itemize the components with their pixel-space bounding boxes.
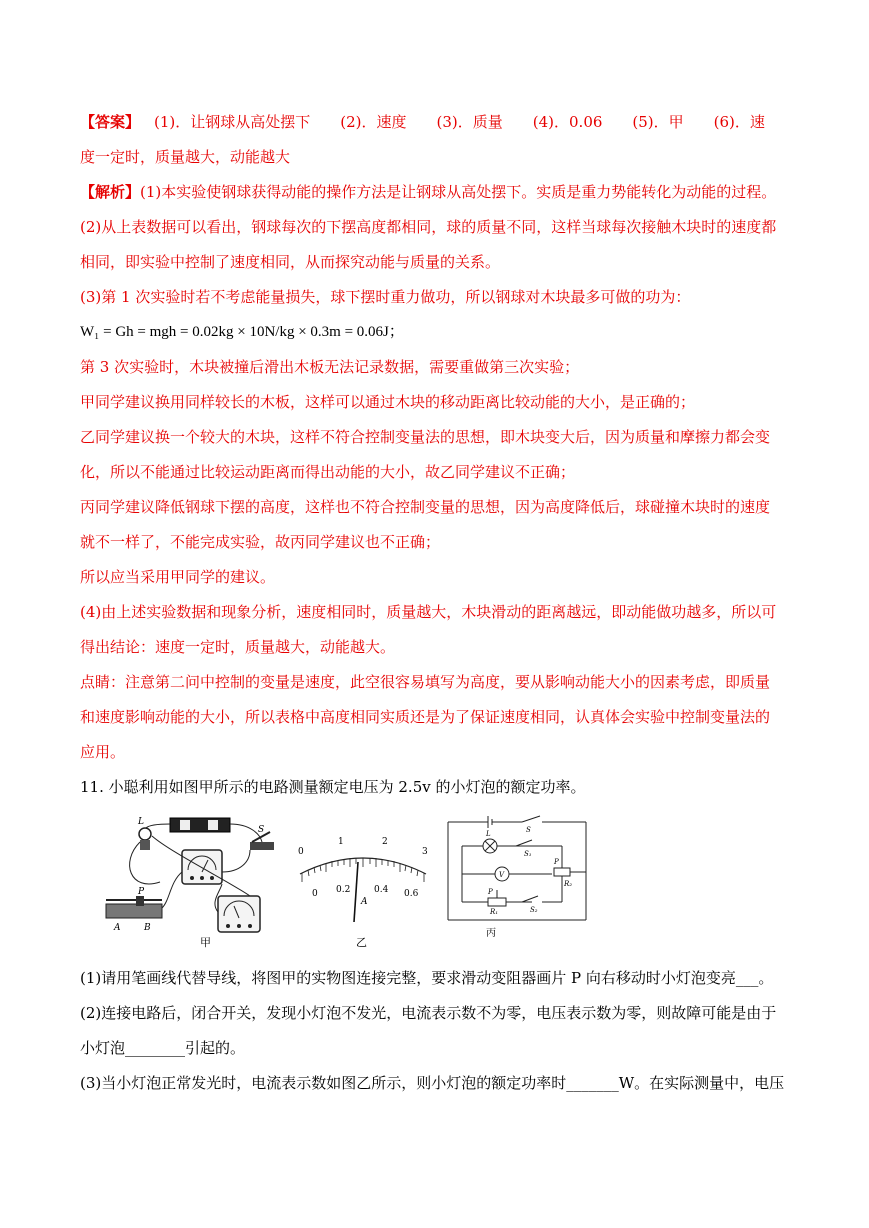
label-S: S (526, 826, 531, 834)
question-stem: 11. 小聪利用如图甲所示的电路测量额定电压为 2.5v 的小灯泡的额定功率。 (80, 778, 586, 796)
analysis-p2-line-2: 相同，即实验中控制了速度相同，从而探究动能与质量的关系。 (80, 253, 501, 271)
analysis-p2-line-1: (2)从上表数据可以看出，钢球每次的下摆高度都相同，球的质量不同，这样当球每次接触木块时的速度都 (80, 218, 777, 236)
tip-line-2: 和速度影响动能的大小，所以表格中高度相同实质还是为了保证速度相同，认真体会实验中控制变量法的 (80, 708, 771, 726)
question-part-2-line-2: 小灯泡________引起的。 (80, 1039, 246, 1057)
label-P-upper: P (554, 858, 559, 866)
analysis-tag: 【解析】 (80, 183, 141, 201)
answer-line-1 (80, 112, 791, 132)
analysis-p3: (3)第 1 次实验时若不考虑能量损失，球下摆时重力做功，所以钢球对木块最多可做的功为： (80, 288, 691, 306)
label-S1: S₁ (524, 850, 532, 858)
answer-tag: 【答案】 (80, 113, 141, 131)
label-L: L (138, 817, 144, 827)
analysis-p6-line-1: 乙同学建议换一个较大的木块，这样不符合控制变量法的思想，即木块变大后，因为质量和摩擦力都会变 (80, 428, 771, 446)
bottom-scale-3: 0.6 (404, 889, 419, 899)
label-R2: R₂ (564, 880, 573, 888)
analysis-p8: 所以应当采用甲同学的建议。 (80, 568, 276, 586)
analysis-p5: 甲同学建议换用同样较长的木板，这样可以通过木块的移动距离比较动能的大小，是正确的； (80, 393, 696, 411)
bottom-scale-1: 0.2 (336, 885, 351, 895)
analysis-p6-line-2: 化，所以不能通过比较运动距离而得出动能的大小，故乙同学建议不正确； (80, 463, 576, 481)
label-S2: S₂ (530, 906, 538, 914)
label-S: S (258, 825, 265, 835)
top-scale-0: 0 (298, 847, 304, 857)
analysis-p4: 第 3 次实验时，木块被撞后滑出木板无法记录数据，需要重做第三次实验； (80, 358, 580, 376)
label-P: P (138, 887, 145, 897)
label-V: V (499, 871, 505, 879)
work-formula: W₁ = Gh = mgh = 0.02kg × 10N/kg × 0.3m = 0.06J； (80, 324, 404, 340)
analysis-line-1 (80, 182, 791, 202)
caption-bing: 丙 (486, 928, 496, 939)
caption-jia: 甲 (200, 936, 211, 949)
figure-jia-circuit (100, 812, 280, 952)
question-part-1: (1)请用笔画线代替导线，将图甲的实物图连接完整，要求滑动变阻器画片 P 向右移动时小灯泡变亮___。 (80, 969, 774, 987)
figure-yi-ammeter (288, 812, 438, 952)
label-A: A (114, 923, 121, 933)
caption-yi: 乙 (356, 936, 367, 949)
answer-line-2: 度一定时，质量越大，动能越大 (80, 148, 291, 166)
unit-label: A (361, 897, 368, 907)
label-B: B (144, 923, 151, 933)
analysis-p7-line-1: 丙同学建议降低钢球下摆的高度，这样也不符合控制变量的思想，因为高度降低后，球碰撞木块时的速度 (80, 498, 771, 516)
analysis-p1: (1)本实验使钢球获得动能的操作方法是让钢球从高处摆下。实质是重力势能转化为动能的过程。 (140, 183, 777, 201)
label-R1: R₁ (490, 908, 499, 916)
tip-line-3: 应用。 (80, 743, 126, 761)
label-L: L (486, 830, 491, 838)
tip-line-1: 点睛：注意第二问中控制的变量是速度，此空很容易填写为高度，要从影响动能大小的因素考虑，即质量 (80, 673, 771, 691)
analysis-p9-line-2: 得出结论：速度一定时，质量越大，动能越大。 (80, 638, 396, 656)
bottom-scale-2: 0.4 (374, 885, 389, 895)
analysis-p9-line-1: (4)由上述实验数据和现象分析，速度相同时，质量越大，木块滑动的距离越远，即动能做功越多，所以可 (80, 603, 777, 621)
top-scale-1: 1 (338, 837, 344, 847)
question-part-3: (3)当小灯泡正常发光时，电流表示数如图乙所示，则小灯泡的额定功率时_______W。在实际测量中，电压 (80, 1074, 785, 1092)
top-scale-3: 3 (422, 847, 428, 857)
analysis-p7-line-2: 就不一样了，不能完成实验，故丙同学建议也不正确； (80, 533, 441, 551)
question-part-2-line-1: (2)连接电路后，闭合开关，发现小灯泡不发光，电流表示数不为零，电压表示数为零，则故障可能是由于 (80, 1004, 777, 1022)
top-scale-2: 2 (382, 837, 388, 847)
label-P-lower: P (488, 888, 493, 896)
bottom-scale-0: 0 (312, 889, 318, 899)
figure-bing-diagram (442, 812, 592, 952)
answer-items: (1)．让钢球从高处摆下 (2)．速度 (3)．质量 (4)．0.06 (5)．甲 (6)．速 (154, 113, 765, 131)
